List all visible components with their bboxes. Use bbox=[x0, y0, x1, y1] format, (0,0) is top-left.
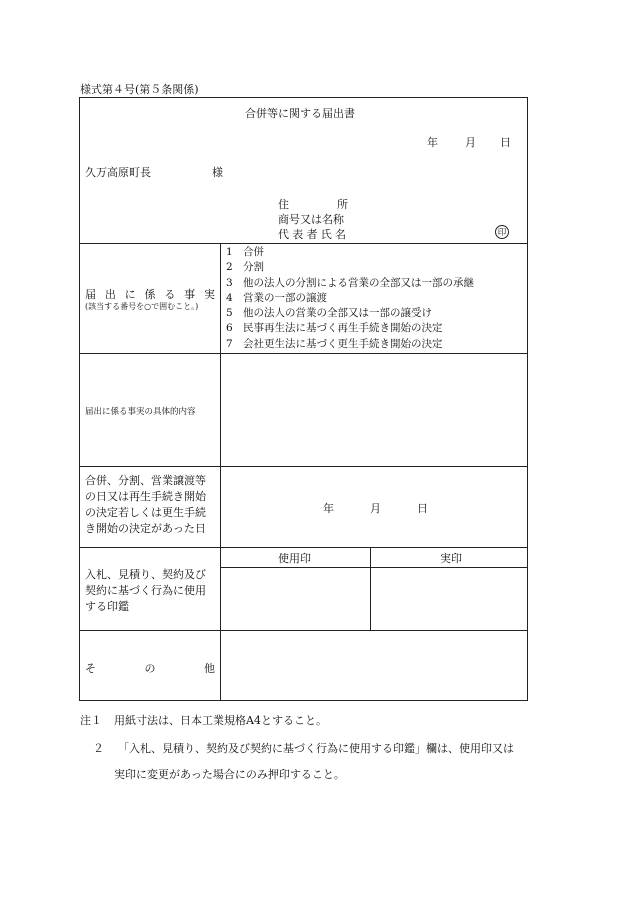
registered-seal-box[interactable] bbox=[371, 568, 527, 630]
row-divider-header bbox=[79, 243, 528, 244]
date-year-label: 年 bbox=[427, 136, 438, 149]
row-divider-details bbox=[79, 466, 528, 467]
effective-date-label: 合併、分割、営業譲渡等 の日又は再生手続き開始 の決定若しくは更生手続 き開始の決定があった日 bbox=[85, 474, 206, 535]
used-seal-box[interactable] bbox=[221, 568, 369, 630]
fact-option[interactable]: 5 他の法人の営業の全部又は一部の譲受け bbox=[226, 307, 432, 320]
fact-sublabel: (該当する番号を○で囲むこと。) bbox=[85, 302, 199, 311]
used-seal-header: 使用印 bbox=[278, 552, 311, 565]
date-month-label: 月 bbox=[465, 136, 476, 149]
note-1-text: 用紙寸法は、日本工業規格A4とすること。 bbox=[114, 714, 327, 727]
fact-option[interactable]: 1 合併 bbox=[226, 246, 264, 258]
other-input-area[interactable] bbox=[221, 631, 527, 700]
fact-option[interactable]: 2 分割 bbox=[226, 261, 264, 274]
fact-label: 届 出 に 係 る 事 実 bbox=[85, 288, 215, 301]
fact-options-list bbox=[226, 245, 474, 352]
other-label: そ の 他 bbox=[85, 662, 215, 675]
fact-option[interactable]: 7 会社更生法に基づく更生手続き開始の決定 bbox=[226, 337, 443, 350]
seal-mark-icon: 印 bbox=[495, 225, 509, 239]
note-2-text: 「入札、見積り、契約及び契約に基づく行為に使用する印鑑」欄は、使用印又は bbox=[118, 742, 514, 755]
form-number-label: 様式第４号(第５条関係) bbox=[80, 83, 199, 96]
addressee: 久万高原町長 bbox=[85, 166, 151, 179]
date-day-label: 日 bbox=[500, 136, 511, 149]
representative-label: 代 表 者 氏 名 bbox=[278, 228, 346, 241]
fact-option[interactable]: 3 他の法人の分割による営業の全部又は一部の承継 bbox=[226, 276, 474, 289]
row-divider-date bbox=[79, 547, 528, 548]
effective-day-label: 日 bbox=[417, 502, 428, 515]
note-2-number: ２ bbox=[93, 742, 104, 755]
note-1 bbox=[80, 712, 327, 728]
company-name-label: 商号又は名称 bbox=[278, 213, 344, 226]
note-2 bbox=[93, 740, 514, 756]
effective-year-label: 年 bbox=[323, 502, 334, 515]
detail-label: 届出に係る事実の具体的内容 bbox=[85, 407, 196, 417]
registered-seal-header: 実印 bbox=[440, 552, 462, 565]
address-label: 住 所 bbox=[278, 198, 348, 211]
note-1-number: 注１ bbox=[80, 714, 102, 727]
detail-input-area[interactable] bbox=[221, 354, 527, 466]
note-2-continued: 実印に変更があった場合にのみ押印すること。 bbox=[114, 768, 345, 781]
fact-option[interactable]: 4 営業の一部の譲渡 bbox=[226, 291, 327, 304]
seals-section-label: 入札、見積り、契約及び 契約に基づく行為に使用 する印鑑 bbox=[85, 568, 206, 613]
honorific: 様 bbox=[212, 166, 223, 179]
form-title: 合併等に関する届出書 bbox=[245, 107, 355, 120]
fact-option[interactable]: 6 民事再生法に基づく再生手続き開始の決定 bbox=[226, 322, 443, 335]
effective-month-label: 月 bbox=[370, 502, 381, 515]
